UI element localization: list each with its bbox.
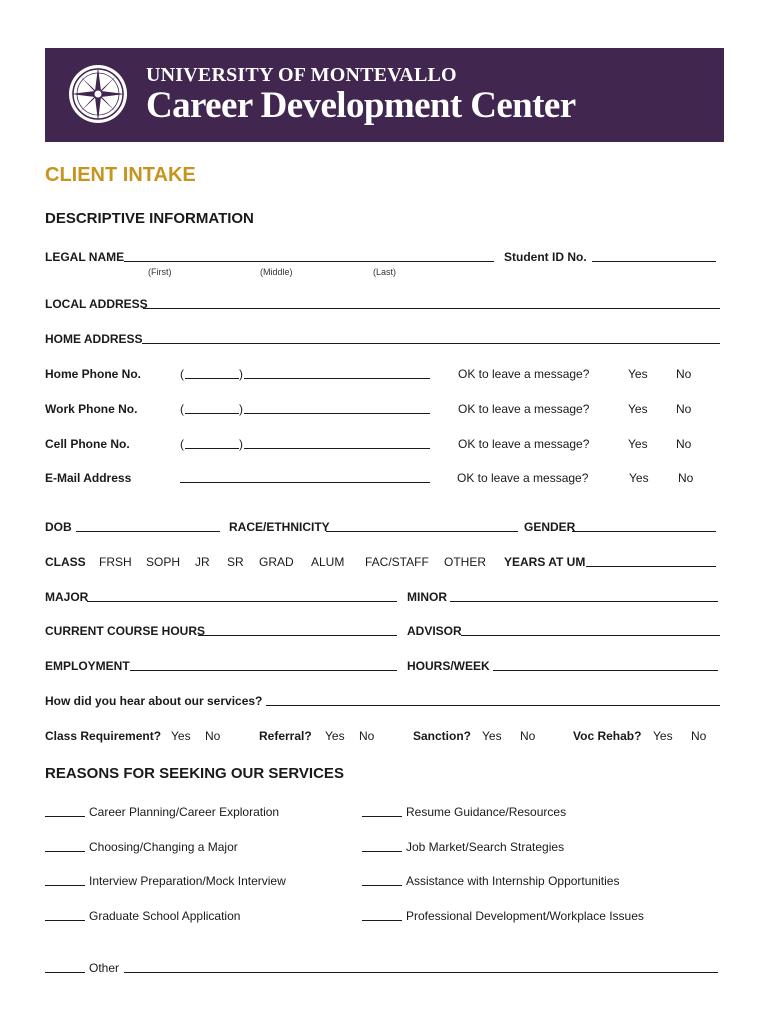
gender-field[interactable] xyxy=(572,520,716,532)
home-phone-prefix: ( xyxy=(180,367,184,381)
reason-other-label: Other xyxy=(89,961,120,975)
voc-rehab-yes[interactable]: Yes xyxy=(653,729,673,743)
home-phone-mid: ) xyxy=(239,367,243,381)
university-name: UNIVERSITY OF MONTEVALLO xyxy=(146,64,457,86)
reason-resume-guidance: Resume Guidance/Resources xyxy=(406,805,567,819)
reason-check-field[interactable] xyxy=(45,909,85,921)
cell-phone-number-field[interactable] xyxy=(244,437,430,449)
local-address-field[interactable] xyxy=(143,297,720,309)
email-label: E-Mail Address xyxy=(45,471,132,485)
hear-label: How did you hear about our services? xyxy=(45,694,263,708)
home-phone-number-field[interactable] xyxy=(244,367,430,379)
work-phone-mid: ) xyxy=(239,402,243,416)
work-phone-no[interactable]: No xyxy=(676,402,692,416)
center-name: Career Development Center xyxy=(146,85,576,126)
reason-graduate-school: Graduate School Application xyxy=(89,909,241,923)
student-id-field[interactable] xyxy=(592,250,716,262)
home-address-field[interactable] xyxy=(142,332,720,344)
hours-week-field[interactable] xyxy=(493,659,718,671)
sanction-yes[interactable]: Yes xyxy=(482,729,502,743)
major-label: MAJOR xyxy=(45,590,89,604)
class-requirement-label: Class Requirement? xyxy=(45,729,162,743)
sanction-label: Sanction? xyxy=(413,729,472,743)
legal-name-field[interactable] xyxy=(124,250,494,262)
class-option-fac-staff[interactable]: FAC/STAFF xyxy=(365,555,429,569)
work-phone-number-field[interactable] xyxy=(244,402,430,414)
legal-name-middle-sub: (Middle) xyxy=(260,267,293,277)
home-phone-question: OK to leave a message? xyxy=(458,367,590,381)
work-phone-question: OK to leave a message? xyxy=(458,402,590,416)
student-id-label: Student ID No. xyxy=(504,250,587,264)
referral-label: Referral? xyxy=(259,729,312,743)
reason-check-field[interactable] xyxy=(362,909,402,921)
work-phone-yes[interactable]: Yes xyxy=(628,402,648,416)
dob-label: DOB xyxy=(45,520,72,534)
referral-yes[interactable]: Yes xyxy=(325,729,345,743)
reason-career-planning: Career Planning/Career Exploration xyxy=(89,805,280,819)
reason-check-field[interactable] xyxy=(45,874,85,886)
class-requirement-yes[interactable]: Yes xyxy=(171,729,191,743)
header-banner xyxy=(45,48,724,142)
home-phone-label: Home Phone No. xyxy=(45,367,142,381)
work-phone-prefix: ( xyxy=(180,402,184,416)
cell-phone-mid: ) xyxy=(239,437,243,451)
hours-week-label: HOURS/WEEK xyxy=(407,659,490,673)
cell-phone-question: OK to leave a message? xyxy=(458,437,590,451)
email-no[interactable]: No xyxy=(678,471,694,485)
reason-check-field[interactable] xyxy=(45,805,85,817)
reason-check-field[interactable] xyxy=(45,840,85,852)
employment-label: EMPLOYMENT xyxy=(45,659,130,673)
reason-interview-prep: Interview Preparation/Mock Interview xyxy=(89,874,286,888)
home-phone-area-field[interactable] xyxy=(185,367,239,379)
course-hours-label: CURRENT COURSE HOURS xyxy=(45,624,206,638)
advisor-field[interactable] xyxy=(461,624,720,636)
legal-name-last-sub: (Last) xyxy=(373,267,397,277)
advisor-label: ADVISOR xyxy=(407,624,462,638)
legal-name-first-sub: (First) xyxy=(148,267,172,277)
compass-rose-icon xyxy=(67,63,129,125)
referral-no[interactable]: No xyxy=(359,729,375,743)
class-option-soph[interactable]: SOPH xyxy=(146,555,181,569)
reason-job-market: Job Market/Search Strategies xyxy=(406,840,565,854)
local-address-label: LOCAL ADDRESS xyxy=(45,297,148,311)
class-requirement-no[interactable]: No xyxy=(205,729,221,743)
home-phone-no[interactable]: No xyxy=(676,367,692,381)
voc-rehab-label: Voc Rehab? xyxy=(573,729,642,743)
reason-other-field[interactable] xyxy=(124,961,718,973)
course-hours-field[interactable] xyxy=(198,624,397,636)
reason-check-field[interactable] xyxy=(362,874,402,886)
employment-field[interactable] xyxy=(130,659,397,671)
sanction-no[interactable]: No xyxy=(520,729,536,743)
cell-phone-label: Cell Phone No. xyxy=(45,437,130,451)
reason-choosing-major: Choosing/Changing a Major xyxy=(89,840,238,854)
minor-label: MINOR xyxy=(407,590,447,604)
race-field[interactable] xyxy=(326,520,518,532)
work-phone-label: Work Phone No. xyxy=(45,402,138,416)
descriptive-heading: DESCRIPTIVE INFORMATION xyxy=(45,210,254,227)
years-field[interactable] xyxy=(586,555,716,567)
cell-phone-area-field[interactable] xyxy=(185,437,239,449)
gender-label: GENDER xyxy=(524,520,576,534)
email-question: OK to leave a message? xyxy=(457,471,589,485)
cell-phone-no[interactable]: No xyxy=(676,437,692,451)
reasons-heading: REASONS FOR SEEKING OUR SERVICES xyxy=(45,765,344,782)
legal-name-label: LEGAL NAME xyxy=(45,250,125,264)
cell-phone-prefix: ( xyxy=(180,437,184,451)
class-option-alum[interactable]: ALUM xyxy=(311,555,345,569)
class-option-grad[interactable]: GRAD xyxy=(259,555,294,569)
race-label: RACE/ETHNICITY xyxy=(229,520,330,534)
years-label: YEARS AT UM xyxy=(504,555,586,569)
hear-field[interactable] xyxy=(266,694,720,706)
class-option-sr[interactable]: SR xyxy=(227,555,244,569)
voc-rehab-no[interactable]: No xyxy=(691,729,707,743)
minor-field[interactable] xyxy=(450,590,718,602)
class-option-jr[interactable]: JR xyxy=(195,555,210,569)
dob-field[interactable] xyxy=(76,520,220,532)
cell-phone-yes[interactable]: Yes xyxy=(628,437,648,451)
email-yes[interactable]: Yes xyxy=(629,471,649,485)
email-field[interactable] xyxy=(180,471,430,483)
class-option-frsh[interactable]: FRSH xyxy=(99,555,132,569)
reason-check-field[interactable] xyxy=(362,805,402,817)
form-title: CLIENT INTAKE xyxy=(45,164,196,186)
reason-internship: Assistance with Internship Opportunities xyxy=(406,874,620,888)
class-label: CLASS xyxy=(45,555,86,569)
home-address-label: HOME ADDRESS xyxy=(45,332,143,346)
home-phone-yes[interactable]: Yes xyxy=(628,367,648,381)
reason-check-field[interactable] xyxy=(362,840,402,852)
work-phone-area-field[interactable] xyxy=(185,402,239,414)
reason-professional-dev: Professional Development/Workplace Issues xyxy=(406,909,644,923)
class-option-other[interactable]: OTHER xyxy=(444,555,486,569)
major-field[interactable] xyxy=(87,590,397,602)
reason-check-field[interactable] xyxy=(45,961,85,973)
